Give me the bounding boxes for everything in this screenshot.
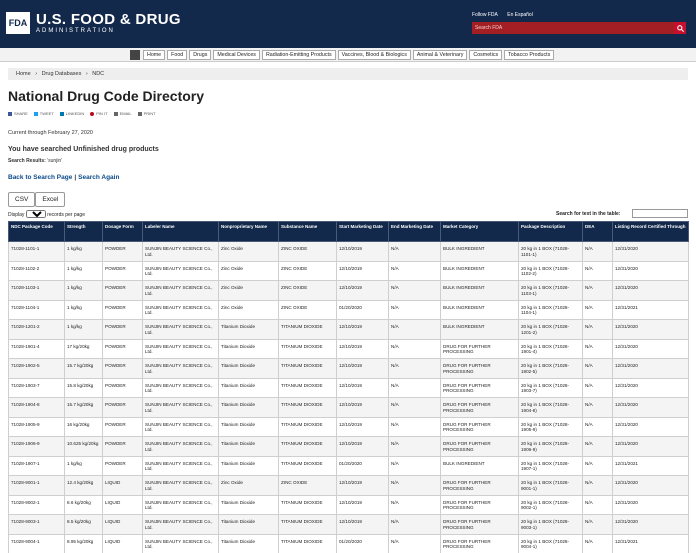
- table-cell: 12/10/2019: [337, 281, 389, 301]
- table-cell: 12/31/2020: [613, 476, 689, 496]
- table-cell: TITANIUM DIOXIDE: [279, 398, 337, 418]
- table-row: [9, 417, 689, 437]
- table-cell: Titanium Dioxide: [219, 534, 279, 553]
- table-cell: ZINC OXIDE: [279, 261, 337, 281]
- table-cell: 12/31/2020: [613, 320, 689, 340]
- table-cell: N/A: [389, 300, 441, 320]
- nav-drugs[interactable]: Drugs: [189, 50, 211, 60]
- table-cell: Zinc Oxide: [219, 300, 279, 320]
- table-cell: POWDER: [103, 378, 143, 398]
- nav-tobacco[interactable]: Tobacco Products: [504, 50, 554, 60]
- table-cell: TITANIUM DIOXIDE: [279, 378, 337, 398]
- table-cell: Titanium Dioxide: [219, 515, 279, 535]
- table-cell: N/A: [583, 281, 613, 301]
- header-links: [472, 12, 541, 18]
- table-cell: TITANIUM DIOXIDE: [279, 417, 337, 437]
- table-row: [9, 320, 689, 340]
- table-cell: 12/10/2019: [337, 359, 389, 379]
- table-cell: 01/20/2020: [337, 534, 389, 553]
- facebook-icon: [8, 112, 12, 116]
- table-cell: DRUG FOR FURTHER PROCESSING: [441, 398, 519, 418]
- table-cell: TITANIUM DIOXIDE: [279, 456, 337, 476]
- email-button[interactable]: EMAIL: [114, 111, 132, 116]
- ndc-table: [8, 221, 688, 553]
- table-cell: Titanium Dioxide: [219, 398, 279, 418]
- table-cell: 8.5 kg/20kg: [65, 515, 103, 535]
- back-to-search-link[interactable]: Back to Search Page: [8, 174, 73, 181]
- table-cell: BULK INGREDIENT: [441, 320, 519, 340]
- table-cell: DRUG FOR FURTHER PROCESSING: [441, 515, 519, 535]
- table-cell: 12/31/2021: [613, 534, 689, 553]
- table-cell: SUNJIN BEAUTY SCIENCE Co., Ltd.: [143, 476, 219, 496]
- column-header[interactable]: NDC Package Code: [9, 222, 65, 242]
- table-cell: 71028-1905-9: [9, 417, 65, 437]
- table-cell: Titanium Dioxide: [219, 495, 279, 515]
- table-cell: POWDER: [103, 281, 143, 301]
- table-row: [9, 398, 689, 418]
- nav-home[interactable]: Home: [143, 50, 165, 60]
- table-cell: Titanium Dioxide: [219, 320, 279, 340]
- breadcrumb-separator: ›: [85, 71, 88, 77]
- share-button[interactable]: SHARE: [8, 111, 28, 116]
- table-cell: SUNJIN BEAUTY SCIENCE Co., Ltd.: [143, 339, 219, 359]
- table-cell: 8.6 kg/20kg: [65, 495, 103, 515]
- table-cell: 12/10/2019: [337, 476, 389, 496]
- table-cell: TITANIUM DIOXIDE: [279, 359, 337, 379]
- results-label: Search Results:: [8, 158, 46, 164]
- table-row: [9, 476, 689, 496]
- table-cell: 15.8 kg/20kg: [65, 378, 103, 398]
- table-cell: 12/31/2020: [613, 339, 689, 359]
- table-cell: TITANIUM DIOXIDE: [279, 515, 337, 535]
- table-cell: 1 kg/kg: [65, 242, 103, 262]
- nav-animal[interactable]: Animal & Veterinary: [413, 50, 468, 60]
- table-cell: 20 kg in 1 BOX (71028-1905-9): [519, 417, 583, 437]
- table-cell: 71028-1103-1: [9, 281, 65, 301]
- search-icon: [677, 25, 684, 32]
- table-cell: ZINC OXIDE: [279, 281, 337, 301]
- export-buttons: [8, 192, 65, 207]
- table-row: [9, 242, 689, 262]
- table-cell: DRUG FOR FURTHER PROCESSING: [441, 359, 519, 379]
- table-cell: 20 kg in 1 BOX (71028-9003-1): [519, 515, 583, 535]
- table-row: [9, 261, 689, 281]
- table-cell: 12/31/2020: [613, 359, 689, 379]
- table-cell: N/A: [583, 417, 613, 437]
- results-value: 'sunjin': [47, 158, 63, 164]
- table-cell: 20 kg in 1 BOX (71028-1102-2): [519, 261, 583, 281]
- link-separator: |: [74, 174, 77, 181]
- column-header[interactable]: Labeler Name: [143, 222, 219, 242]
- table-cell: 71028-9004-1: [9, 534, 65, 553]
- column-header[interactable]: Listing Record Certified Through: [613, 222, 689, 242]
- breadcrumb-ndc: NDC: [92, 71, 105, 77]
- table-cell: SUNJIN BEAUTY SCIENCE Co., Ltd.: [143, 281, 219, 301]
- table-cell: SUNJIN BEAUTY SCIENCE Co., Ltd.: [143, 456, 219, 476]
- email-icon: [114, 112, 118, 116]
- table-cell: N/A: [583, 534, 613, 553]
- nav-radiation[interactable]: Radiation-Emitting Products: [262, 50, 336, 60]
- nav-vaccines[interactable]: Vaccines, Blood & Biologics: [338, 50, 411, 60]
- table-cell: LIQUID: [103, 515, 143, 535]
- site-subtitle: ADMINISTRATION: [36, 28, 115, 34]
- column-header[interactable]: Strength: [65, 222, 103, 242]
- table-cell: POWDER: [103, 417, 143, 437]
- menu-icon[interactable]: [130, 50, 140, 60]
- table-cell: 71028-9003-1: [9, 515, 65, 535]
- table-cell: N/A: [389, 378, 441, 398]
- table-cell: 20 kg in 1 BOX (71028-1104-1): [519, 300, 583, 320]
- table-cell: 8.95 kg/20kg: [65, 534, 103, 553]
- column-header[interactable]: Dosage Form: [103, 222, 143, 242]
- table-cell: 20 kg in 1 BOX (71028-1201-2): [519, 320, 583, 340]
- table-cell: 12/31/2020: [613, 398, 689, 418]
- table-cell: 20 kg in 1 BOX (71028-1907-1): [519, 456, 583, 476]
- table-cell: 71028-1201-2: [9, 320, 65, 340]
- table-cell: Zinc Oxide: [219, 242, 279, 262]
- nav-medical-devices[interactable]: Medical Devices: [213, 50, 260, 60]
- column-header[interactable]: End Marketing Date: [389, 222, 441, 242]
- table-cell: 12/31/2020: [613, 378, 689, 398]
- table-cell: POWDER: [103, 261, 143, 281]
- table-cell: 20 kg in 1 BOX (71028-9004-1): [519, 534, 583, 553]
- print-button[interactable]: PRINT: [138, 111, 156, 116]
- table-header-row: [9, 222, 689, 242]
- table-search-input[interactable]: [632, 209, 688, 218]
- table-cell: N/A: [583, 515, 613, 535]
- pinterest-icon: [90, 112, 94, 116]
- table-cell: N/A: [389, 534, 441, 553]
- table-cell: DRUG FOR FURTHER PROCESSING: [441, 534, 519, 553]
- table-cell: Zinc Oxide: [219, 476, 279, 496]
- table-cell: 12/31/2020: [613, 261, 689, 281]
- table-cell: 10.625 kg/20kg: [65, 437, 103, 457]
- table-cell: N/A: [583, 437, 613, 457]
- site-search: [472, 22, 686, 34]
- table-cell: N/A: [583, 320, 613, 340]
- breadcrumb-drug-databases[interactable]: Drug Databases: [41, 71, 82, 77]
- table-cell: DRUG FOR FURTHER PROCESSING: [441, 417, 519, 437]
- table-cell: 12/10/2019: [337, 437, 389, 457]
- table-cell: N/A: [389, 476, 441, 496]
- table-cell: SUNJIN BEAUTY SCIENCE Co., Ltd.: [143, 495, 219, 515]
- table-cell: 16 kg/20kg: [65, 417, 103, 437]
- table-cell: 12/31/2020: [613, 515, 689, 535]
- table-cell: 12/10/2019: [337, 339, 389, 359]
- table-cell: TITANIUM DIOXIDE: [279, 339, 337, 359]
- table-row: [9, 378, 689, 398]
- main-nav: [0, 48, 696, 62]
- table-cell: POWDER: [103, 300, 143, 320]
- column-header[interactable]: Market Category: [441, 222, 519, 242]
- excel-button[interactable]: Excel: [35, 192, 65, 207]
- linkedin-button[interactable]: LINKEDIN: [60, 111, 84, 116]
- display-label: Display: [8, 212, 25, 218]
- search-button[interactable]: [674, 22, 686, 34]
- table-cell: BULK INGREDIENT: [441, 456, 519, 476]
- table-cell: 71028-1901-4: [9, 339, 65, 359]
- site-title[interactable]: U.S. FOOD & DRUG: [36, 11, 181, 28]
- nav-cosmetics[interactable]: Cosmetics: [469, 50, 502, 60]
- table-cell: Titanium Dioxide: [219, 417, 279, 437]
- table-cell: SUNJIN BEAUTY SCIENCE Co., Ltd.: [143, 534, 219, 553]
- table-cell: SUNJIN BEAUTY SCIENCE Co., Ltd.: [143, 378, 219, 398]
- table-cell: 20 kg in 1 BOX (71028-9002-1): [519, 495, 583, 515]
- column-header[interactable]: Substance Name: [279, 222, 337, 242]
- table-cell: 20 kg in 1 BOX (71028-1903-7): [519, 378, 583, 398]
- table-cell: BULK INGREDIENT: [441, 281, 519, 301]
- table-cell: 12/10/2019: [337, 495, 389, 515]
- table-cell: N/A: [389, 398, 441, 418]
- table-cell: N/A: [583, 300, 613, 320]
- table-cell: 71028-1104-1: [9, 300, 65, 320]
- table-cell: 12/31/2021: [613, 300, 689, 320]
- search-results-line: [8, 158, 62, 164]
- table-cell: Zinc Oxide: [219, 261, 279, 281]
- table-cell: BULK INGREDIENT: [441, 242, 519, 262]
- table-cell: 71028-1906-9: [9, 437, 65, 457]
- table-cell: N/A: [389, 495, 441, 515]
- table-cell: 12/10/2019: [337, 320, 389, 340]
- table-cell: N/A: [389, 359, 441, 379]
- table-cell: 71028-9001-1: [9, 476, 65, 496]
- table-cell: 12.4 kg/20kg: [65, 476, 103, 496]
- table-cell: 1 kg/kg: [65, 261, 103, 281]
- current-through: Current through February 27, 2020: [8, 130, 93, 136]
- table-body: [9, 242, 689, 553]
- table-cell: POWDER: [103, 398, 143, 418]
- table-cell: DRUG FOR FURTHER PROCESSING: [441, 378, 519, 398]
- table-cell: 01/20/2020: [337, 456, 389, 476]
- table-cell: TITANIUM DIOXIDE: [279, 320, 337, 340]
- table-cell: LIQUID: [103, 476, 143, 496]
- column-header[interactable]: DEA: [583, 222, 613, 242]
- table-cell: N/A: [389, 261, 441, 281]
- page-length-control: [8, 210, 85, 218]
- table-row: [9, 359, 689, 379]
- table-cell: N/A: [583, 339, 613, 359]
- table-cell: 12/31/2020: [613, 281, 689, 301]
- table-cell: N/A: [389, 242, 441, 262]
- table-cell: 20 kg in 1 BOX (71028-1103-1): [519, 281, 583, 301]
- table-row: [9, 300, 689, 320]
- table-cell: 12/10/2019: [337, 242, 389, 262]
- table-cell: N/A: [389, 281, 441, 301]
- table-cell: Titanium Dioxide: [219, 378, 279, 398]
- table-cell: POWDER: [103, 456, 143, 476]
- table-cell: BULK INGREDIENT: [441, 261, 519, 281]
- table-cell: N/A: [389, 437, 441, 457]
- table-cell: Titanium Dioxide: [219, 339, 279, 359]
- table-cell: POWDER: [103, 437, 143, 457]
- page-title: National Drug Code Directory: [8, 88, 205, 104]
- table-row: [9, 437, 689, 457]
- table-cell: ZINC OXIDE: [279, 300, 337, 320]
- nav-food[interactable]: Food: [167, 50, 187, 60]
- table-cell: 01/20/2020: [337, 300, 389, 320]
- table-cell: 20 kg in 1 BOX (71028-1904-8): [519, 398, 583, 418]
- table-cell: 15.7 kg/20kg: [65, 398, 103, 418]
- table-cell: N/A: [389, 456, 441, 476]
- table-cell: N/A: [583, 456, 613, 476]
- column-header[interactable]: Nonproprietary Name: [219, 222, 279, 242]
- table-cell: 71028-1101-1: [9, 242, 65, 262]
- table-cell: 12/31/2020: [613, 437, 689, 457]
- pinit-button[interactable]: PIN IT: [90, 111, 107, 116]
- tweet-button[interactable]: TWEET: [34, 111, 54, 116]
- table-cell: 12/10/2019: [337, 417, 389, 437]
- table-cell: N/A: [583, 242, 613, 262]
- table-cell: 12/31/2020: [613, 495, 689, 515]
- table-cell: Titanium Dioxide: [219, 437, 279, 457]
- table-cell: TITANIUM DIOXIDE: [279, 437, 337, 457]
- table-row: [9, 495, 689, 515]
- search-links: [8, 174, 119, 181]
- espanol-link[interactable]: En Español: [507, 12, 533, 18]
- table-cell: 1 kg/kg: [65, 320, 103, 340]
- table-cell: N/A: [583, 378, 613, 398]
- table-cell: SUNJIN BEAUTY SCIENCE Co., Ltd.: [143, 398, 219, 418]
- search-again-link[interactable]: Search Again: [78, 174, 120, 181]
- searched-heading: You have searched Unfinished drug products: [8, 146, 159, 153]
- table-cell: ZINC OXIDE: [279, 242, 337, 262]
- table-cell: POWDER: [103, 320, 143, 340]
- table-cell: N/A: [389, 320, 441, 340]
- table-cell: 1 kg/kg: [65, 456, 103, 476]
- table-cell: 12/31/2021: [613, 456, 689, 476]
- table-cell: SUNJIN BEAUTY SCIENCE Co., Ltd.: [143, 437, 219, 457]
- print-icon: [138, 112, 142, 116]
- table-cell: DRUG FOR FURTHER PROCESSING: [441, 339, 519, 359]
- column-header[interactable]: Package Description: [519, 222, 583, 242]
- table-cell: N/A: [389, 515, 441, 535]
- table-cell: SUNJIN BEAUTY SCIENCE Co., Ltd.: [143, 515, 219, 535]
- follow-fda-link[interactable]: Follow FDA: [472, 12, 498, 18]
- table-cell: 12/31/2020: [613, 242, 689, 262]
- linkedin-icon: [60, 112, 64, 116]
- table-cell: 71028-1903-7: [9, 378, 65, 398]
- table-cell: BULK INGREDIENT: [441, 300, 519, 320]
- breadcrumb-home[interactable]: Home: [16, 71, 31, 77]
- table-cell: Zinc Oxide: [219, 281, 279, 301]
- table-row: [9, 534, 689, 553]
- table-cell: N/A: [583, 359, 613, 379]
- table-cell: 71028-1907-1: [9, 456, 65, 476]
- table-cell: SUNJIN BEAUTY SCIENCE Co., Ltd.: [143, 417, 219, 437]
- table-cell: N/A: [583, 398, 613, 418]
- table-cell: 71028-1902-5: [9, 359, 65, 379]
- table-cell: Titanium Dioxide: [219, 456, 279, 476]
- table-cell: DRUG FOR FURTHER PROCESSING: [441, 437, 519, 457]
- table-cell: SUNJIN BEAUTY SCIENCE Co., Ltd.: [143, 300, 219, 320]
- table-cell: 1 kg/kg: [65, 300, 103, 320]
- table-cell: 1 kg/kg: [65, 281, 103, 301]
- table-cell: POWDER: [103, 339, 143, 359]
- share-bar: [8, 111, 162, 116]
- table-cell: 17 kg/20kg: [65, 339, 103, 359]
- table-cell: N/A: [389, 417, 441, 437]
- table-cell: LIQUID: [103, 534, 143, 553]
- site-header: [0, 0, 696, 48]
- table-row: [9, 456, 689, 476]
- table-cell: 12/31/2020: [613, 417, 689, 437]
- table-cell: N/A: [583, 476, 613, 496]
- records-label: records per page: [47, 212, 85, 218]
- table-cell: 20 kg in 1 BOX (71028-1101-1): [519, 242, 583, 262]
- table-cell: SUNJIN BEAUTY SCIENCE Co., Ltd.: [143, 359, 219, 379]
- table-cell: N/A: [389, 339, 441, 359]
- table-cell: DRUG FOR FURTHER PROCESSING: [441, 495, 519, 515]
- table-cell: TITANIUM DIOXIDE: [279, 534, 337, 553]
- table-row: [9, 339, 689, 359]
- table-cell: ZINC OXIDE: [279, 476, 337, 496]
- nav-items: [130, 50, 556, 60]
- table-cell: 12/10/2019: [337, 261, 389, 281]
- table-cell: 71028-1102-2: [9, 261, 65, 281]
- table-cell: 20 kg in 1 BOX (71028-1906-9): [519, 437, 583, 457]
- table-cell: SUNJIN BEAUTY SCIENCE Co., Ltd.: [143, 261, 219, 281]
- table-cell: 15.7 kg/20kg: [65, 359, 103, 379]
- breadcrumb: [8, 68, 688, 80]
- table-cell: 12/10/2019: [337, 378, 389, 398]
- twitter-icon: [34, 112, 38, 116]
- table-cell: 12/10/2019: [337, 398, 389, 418]
- csv-button[interactable]: CSV: [8, 192, 35, 207]
- table-cell: POWDER: [103, 242, 143, 262]
- table-cell: SUNJIN BEAUTY SCIENCE Co., Ltd.: [143, 242, 219, 262]
- table-cell: N/A: [583, 261, 613, 281]
- table-cell: DRUG FOR FURTHER PROCESSING: [441, 476, 519, 496]
- table-cell: LIQUID: [103, 495, 143, 515]
- breadcrumb-separator: ›: [35, 71, 38, 77]
- table-cell: 20 kg in 1 BOX (71028-1902-5): [519, 359, 583, 379]
- table-cell: 12/10/2019: [337, 515, 389, 535]
- search-input[interactable]: [472, 22, 674, 34]
- table-cell: 20 kg in 1 BOX (71028-1901-4): [519, 339, 583, 359]
- table-search-label: Search for text in the table:: [556, 211, 621, 217]
- table-cell: SUNJIN BEAUTY SCIENCE Co., Ltd.: [143, 320, 219, 340]
- table-cell: 71028-1904-8: [9, 398, 65, 418]
- table-cell: POWDER: [103, 359, 143, 379]
- table-row: [9, 281, 689, 301]
- page-length-select[interactable]: [26, 210, 46, 218]
- table-cell: TITANIUM DIOXIDE: [279, 495, 337, 515]
- fda-logo[interactable]: FDA: [6, 12, 30, 34]
- table-cell: 71028-9002-1: [9, 495, 65, 515]
- table-cell: Titanium Dioxide: [219, 359, 279, 379]
- column-header[interactable]: Start Marketing Date: [337, 222, 389, 242]
- table-row: [9, 515, 689, 535]
- table-cell: N/A: [583, 495, 613, 515]
- table-cell: 20 kg in 1 BOX (71028-9001-1): [519, 476, 583, 496]
